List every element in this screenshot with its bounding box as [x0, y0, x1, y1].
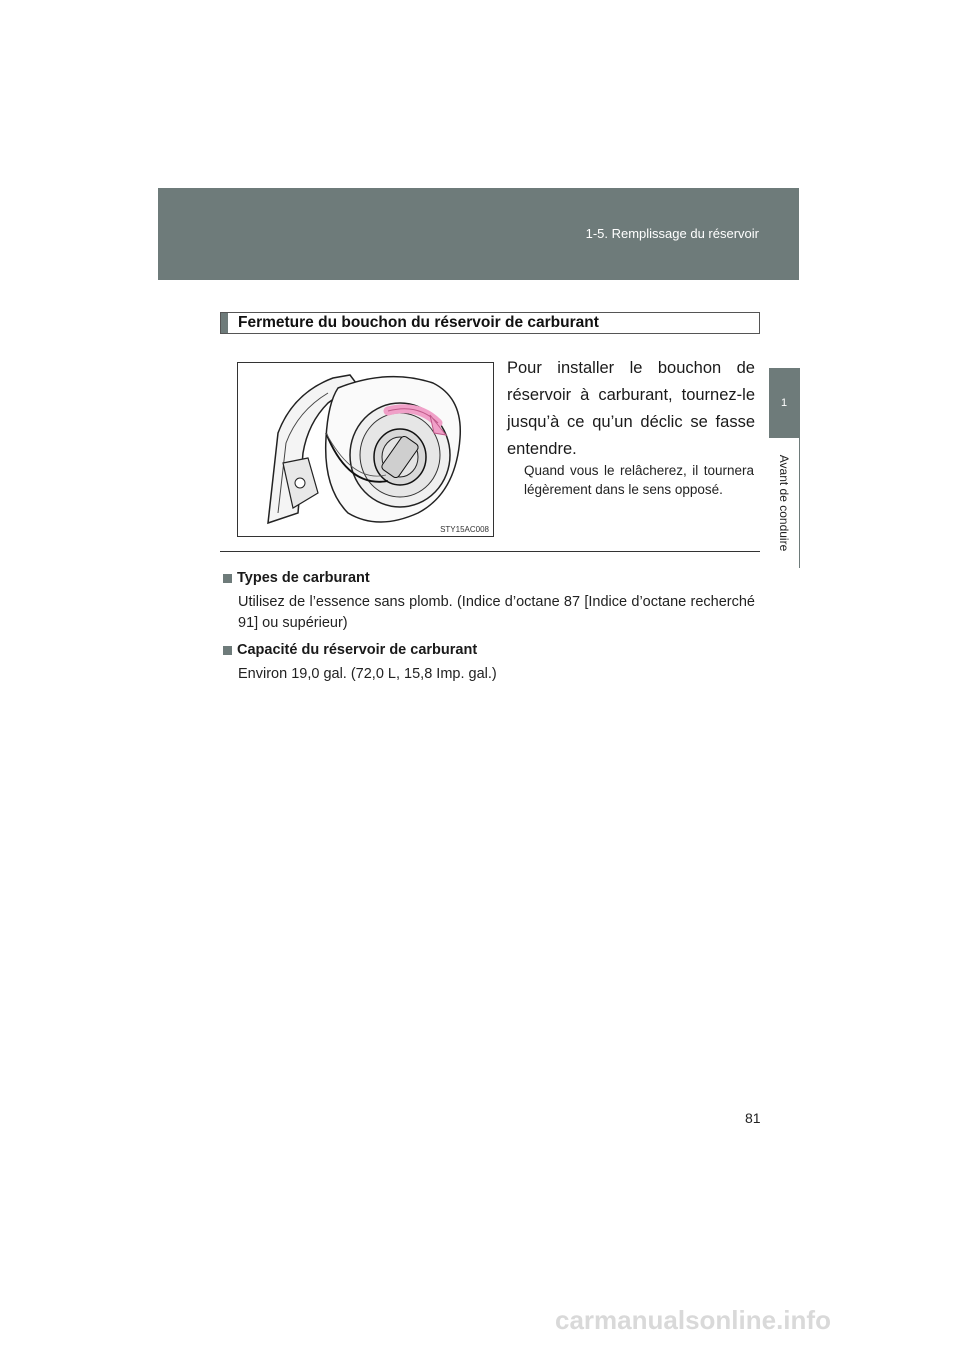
page-number: 81 — [745, 1110, 761, 1126]
section-divider — [220, 551, 760, 552]
section-title-marker — [221, 313, 228, 333]
instruction-main: Pour installer le bouchon de réservoir à carburant, tournez-le jusqu’à ce qu’un déclic se fasse entendre. — [507, 359, 755, 458]
note-body-fuel-type: Utilisez de l’essence sans plomb. (Indice d’octane 87 [Indice d’octane recherché 91] ou supérieur) — [238, 594, 755, 631]
chapter-tab-label: Avant de conduire — [777, 454, 791, 552]
instruction-sub: Quand vous le relâcherez, il tournera légèrement dans le sens opposé. — [524, 463, 754, 497]
header-band — [158, 188, 799, 280]
section-title-text: Fermeture du bouchon du réservoir de carburant — [238, 314, 599, 331]
chapter-tab-number: 1 — [769, 368, 799, 438]
fuel-cap-illustration — [237, 362, 494, 537]
watermark: carmanualsonline.info — [555, 1305, 831, 1335]
note-heading-text: Types de carburant — [237, 570, 370, 586]
note-heading-text: Capacité du réservoir de carburant — [237, 642, 478, 658]
fuel-cap-drawing — [238, 363, 493, 536]
section-breadcrumb: 1-5. Remplissage du réservoir — [585, 226, 759, 241]
section-title — [220, 312, 760, 334]
note-heading-capacity — [223, 642, 755, 658]
notes — [223, 570, 755, 693]
chapter-tab — [769, 438, 799, 568]
square-bullet-icon — [223, 574, 232, 583]
note-heading-fuel-type — [223, 570, 755, 586]
figure-code: STY15AC008 — [440, 525, 489, 534]
chapter-tab-border — [799, 368, 800, 568]
note-body-capacity: Environ 19,0 gal. (72,0 L, 15,8 Imp. gal.) — [238, 666, 497, 682]
square-bullet-icon — [223, 646, 232, 655]
